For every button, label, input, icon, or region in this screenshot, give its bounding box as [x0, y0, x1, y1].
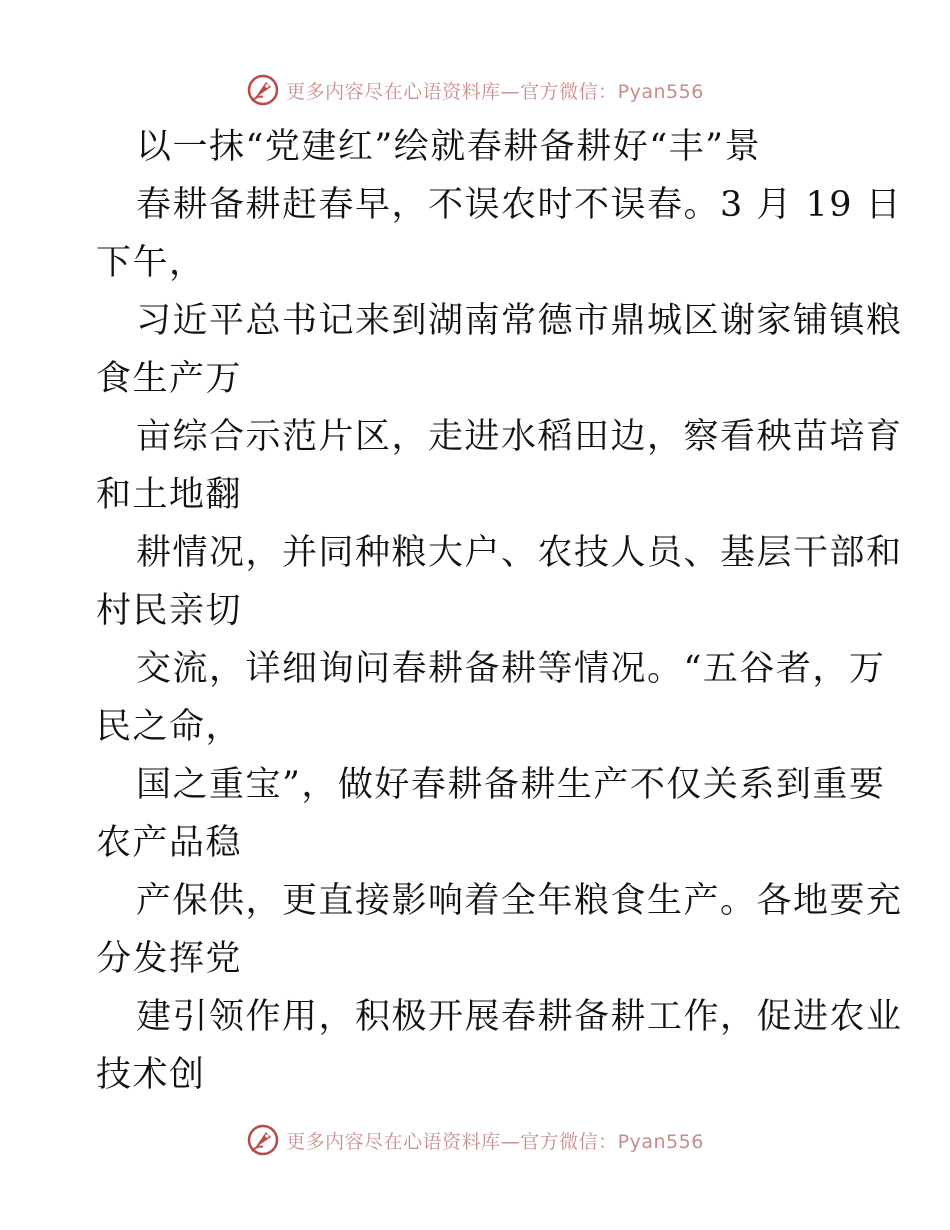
- document-body: [96, 118, 903, 1104]
- paragraph-line: 耕情况，并同种粮大户、农技人员、基层干部和: [136, 533, 903, 573]
- watermark-banner-top: [0, 70, 950, 110]
- paragraph-line: 下午，: [96, 243, 206, 283]
- watermark-text: 更多内容尽在心语资料库—官方微信：Pyan556: [286, 1130, 704, 1153]
- paragraph-line: 食生产万: [96, 359, 243, 399]
- paragraph-line: 习近平总书记来到湖南常德市鼎城区谢家铺镇粮: [136, 301, 903, 341]
- paragraph-line: 分发挥党: [96, 939, 243, 979]
- paragraph-line: 春耕备耕赶春早，不误农时不误春。3 月 19 日: [136, 185, 903, 225]
- pen-nib-logo-icon: [246, 1123, 280, 1157]
- paragraph-line: 建引领作用，积极开展春耕备耕工作，促进农业: [136, 997, 903, 1037]
- watermark-banner-bottom: [0, 1120, 950, 1160]
- paragraph-line: 和土地翻: [96, 475, 243, 515]
- paragraph-line: 农产品稳: [96, 823, 243, 863]
- pen-nib-logo-icon: [246, 73, 280, 107]
- paragraph-line: 村民亲切: [96, 591, 243, 631]
- paragraph-line: 交流，详细询问春耕备耕等情况。“五谷者，万: [136, 649, 886, 689]
- paragraph-line: 产保供，更直接影响着全年粮食生产。各地要充: [136, 881, 903, 921]
- document-title: 以一抹“党建红”绘就春耕备耕好“丰”景: [136, 127, 762, 167]
- paragraph-line: 民之命，: [96, 707, 243, 747]
- paragraph-line: 技术创: [96, 1055, 206, 1095]
- watermark-text: 更多内容尽在心语资料库—官方微信：Pyan556: [286, 80, 704, 103]
- paragraph-line: 国之重宝”，做好春耕备耕生产不仅关系到重要: [136, 765, 886, 805]
- paragraph-line: 亩综合示范片区，走进水稻田边，察看秧苗培育: [136, 417, 903, 457]
